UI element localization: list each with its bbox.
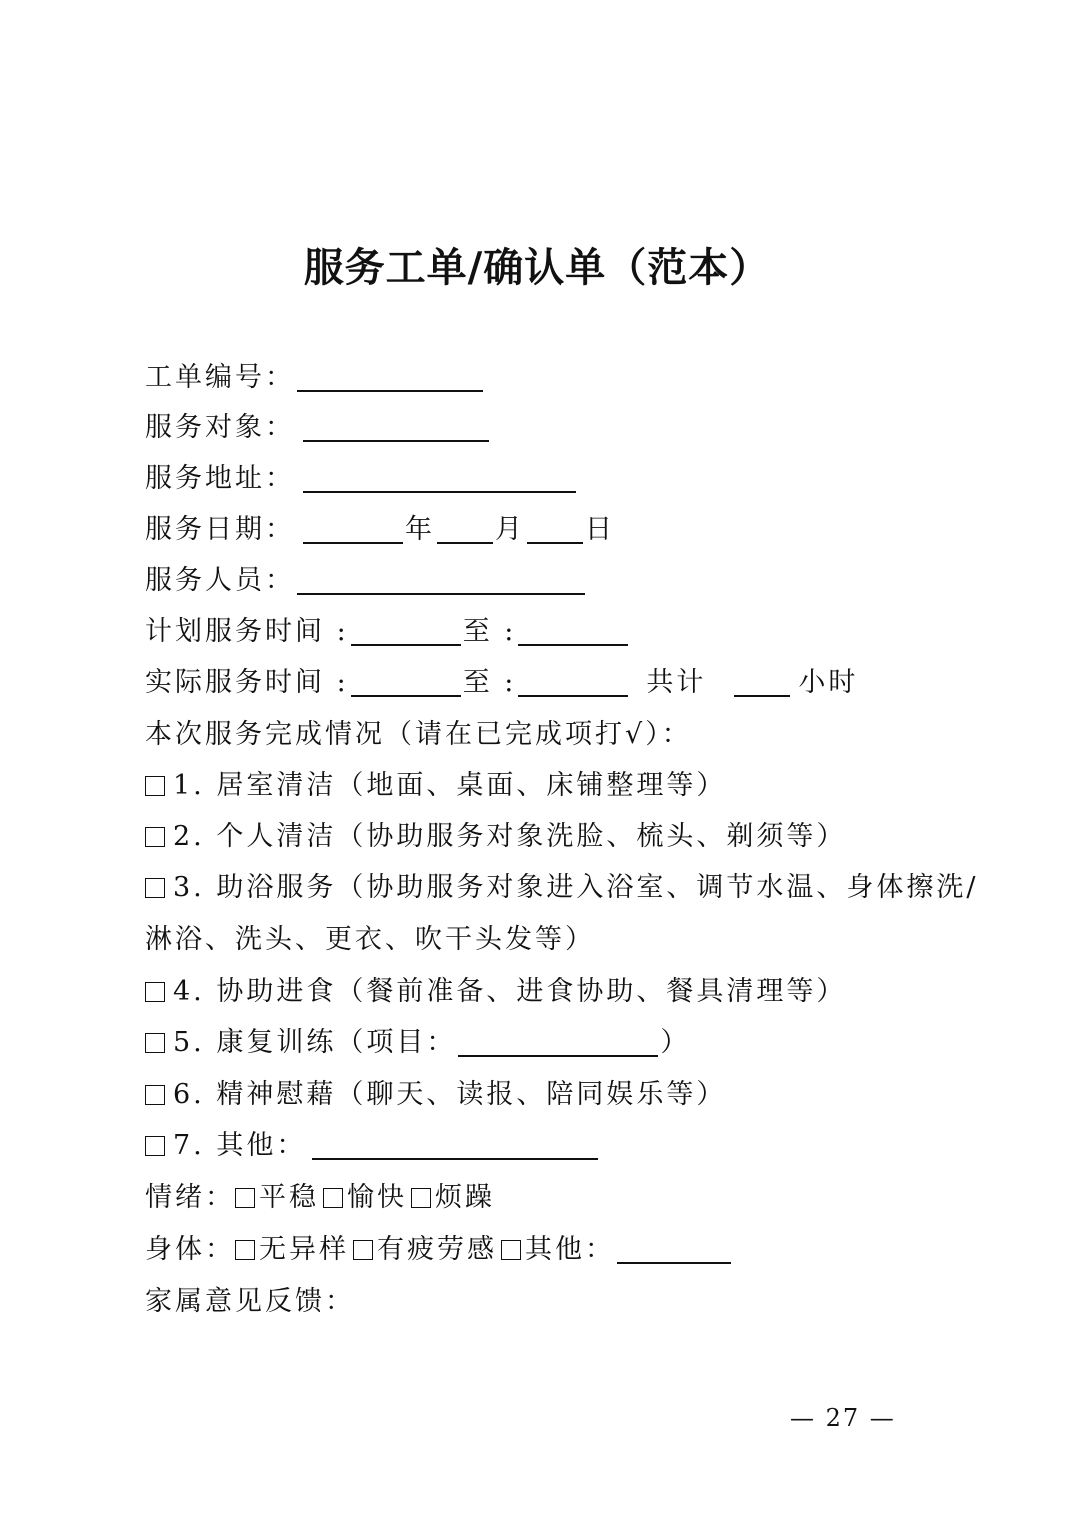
date-label: 服务日期：	[145, 514, 295, 545]
year-field[interactable]	[303, 516, 403, 544]
completion-item-label: 2. 个人清洁（协助服务对象洗脸、梳头、剃须等）	[173, 821, 847, 852]
client-label: 服务对象：	[145, 412, 295, 443]
actual-start-field[interactable]	[351, 669, 461, 697]
completion-item-label: 3. 助浴服务（协助服务对象进入浴室、调节水温、身体擦洗/	[173, 872, 979, 903]
total-label: 共计	[646, 667, 707, 698]
completion-item-6	[145, 1077, 726, 1113]
feedback-label: 家属意见反馈：	[145, 1286, 355, 1317]
checkbox-2[interactable]	[145, 827, 165, 847]
body-checkbox-other[interactable]	[501, 1240, 521, 1260]
mood-checkbox-irritable[interactable]	[411, 1188, 431, 1208]
staff-field[interactable]	[297, 567, 585, 595]
completion-item-1	[145, 768, 726, 804]
client-row	[145, 410, 491, 446]
completion-item-label: 淋浴、洗头、更衣、吹干头发等）	[145, 924, 595, 955]
body-option-normal: 无异样	[259, 1234, 349, 1265]
completion-item-label: 5. 康复训练（项目：	[173, 1027, 457, 1058]
completion-heading-row	[145, 717, 692, 753]
completion-item-5	[145, 1025, 690, 1061]
mood-option-irritable: 烦躁	[435, 1182, 495, 1213]
other-item-field[interactable]	[312, 1132, 598, 1160]
feedback-row	[145, 1284, 355, 1320]
completion-item-label: 7. 其他：	[173, 1130, 307, 1161]
actual-time-row	[145, 665, 858, 701]
body-other-field[interactable]	[617, 1236, 731, 1264]
total-hours-field[interactable]	[734, 669, 790, 697]
actual-to-label: 至 :	[462, 667, 517, 698]
completion-item-7	[145, 1128, 600, 1164]
checkbox-1[interactable]	[145, 776, 165, 796]
body-label: 身体：	[145, 1234, 235, 1265]
completion-item-label: 1. 居室清洁（地面、桌面、床铺整理等）	[173, 770, 727, 801]
year-label: 年	[405, 514, 435, 545]
hours-label: 小时	[798, 667, 859, 698]
staff-label: 服务人员：	[145, 565, 295, 596]
page-title: 服务工单/确认单（范本）	[303, 244, 771, 291]
mood-option-calm: 平稳	[259, 1182, 319, 1213]
day-field[interactable]	[527, 516, 583, 544]
actual-time-label: 实际服务时间 :	[145, 667, 349, 698]
body-checkbox-normal[interactable]	[235, 1240, 255, 1260]
page-number: — 27 —	[790, 1404, 896, 1432]
mood-option-happy: 愉快	[347, 1182, 407, 1213]
body-row	[145, 1232, 733, 1268]
mood-label: 情绪：	[145, 1182, 235, 1213]
checkbox-3[interactable]	[145, 878, 165, 898]
completion-item-3	[145, 870, 978, 906]
address-label: 服务地址：	[145, 463, 295, 494]
planned-time-row	[145, 614, 630, 650]
completion-item-3-continued	[145, 922, 595, 958]
address-field[interactable]	[303, 465, 576, 493]
completion-item-label: 4. 协助进食（餐前准备、进食协助、餐具清理等）	[173, 976, 847, 1007]
planned-start-field[interactable]	[351, 618, 461, 646]
planned-end-field[interactable]	[518, 618, 628, 646]
completion-item-close: ）	[660, 1027, 691, 1058]
checkbox-6[interactable]	[145, 1085, 165, 1105]
address-row	[145, 461, 578, 497]
checkbox-4[interactable]	[145, 982, 165, 1002]
body-checkbox-fatigue[interactable]	[353, 1240, 373, 1260]
planned-time-label: 计划服务时间 :	[145, 616, 349, 647]
client-field[interactable]	[303, 414, 489, 442]
day-label: 日	[585, 514, 615, 545]
completion-item-2	[145, 819, 846, 855]
rehab-project-field[interactable]	[458, 1029, 658, 1057]
planned-to-label: 至 :	[462, 616, 517, 647]
body-option-other: 其他：	[525, 1234, 615, 1265]
body-option-fatigue: 有疲劳感	[377, 1234, 497, 1265]
checkbox-5[interactable]	[145, 1033, 165, 1053]
mood-checkbox-happy[interactable]	[323, 1188, 343, 1208]
actual-end-field[interactable]	[518, 669, 628, 697]
order-no-field[interactable]	[297, 364, 483, 392]
completion-item-4	[145, 974, 846, 1010]
mood-checkbox-calm[interactable]	[235, 1188, 255, 1208]
month-label: 月	[495, 514, 525, 545]
order-no-row	[145, 360, 485, 396]
completion-heading: 本次服务完成情况（请在已完成项打√）：	[145, 719, 692, 750]
completion-item-label: 6. 精神慰藉（聊天、读报、陪同娱乐等）	[173, 1079, 727, 1110]
mood-row	[145, 1180, 495, 1216]
order-no-label: 工单编号：	[145, 362, 295, 393]
checkbox-7[interactable]	[145, 1136, 165, 1156]
staff-row	[145, 563, 587, 599]
date-row	[145, 512, 615, 548]
month-field[interactable]	[437, 516, 493, 544]
